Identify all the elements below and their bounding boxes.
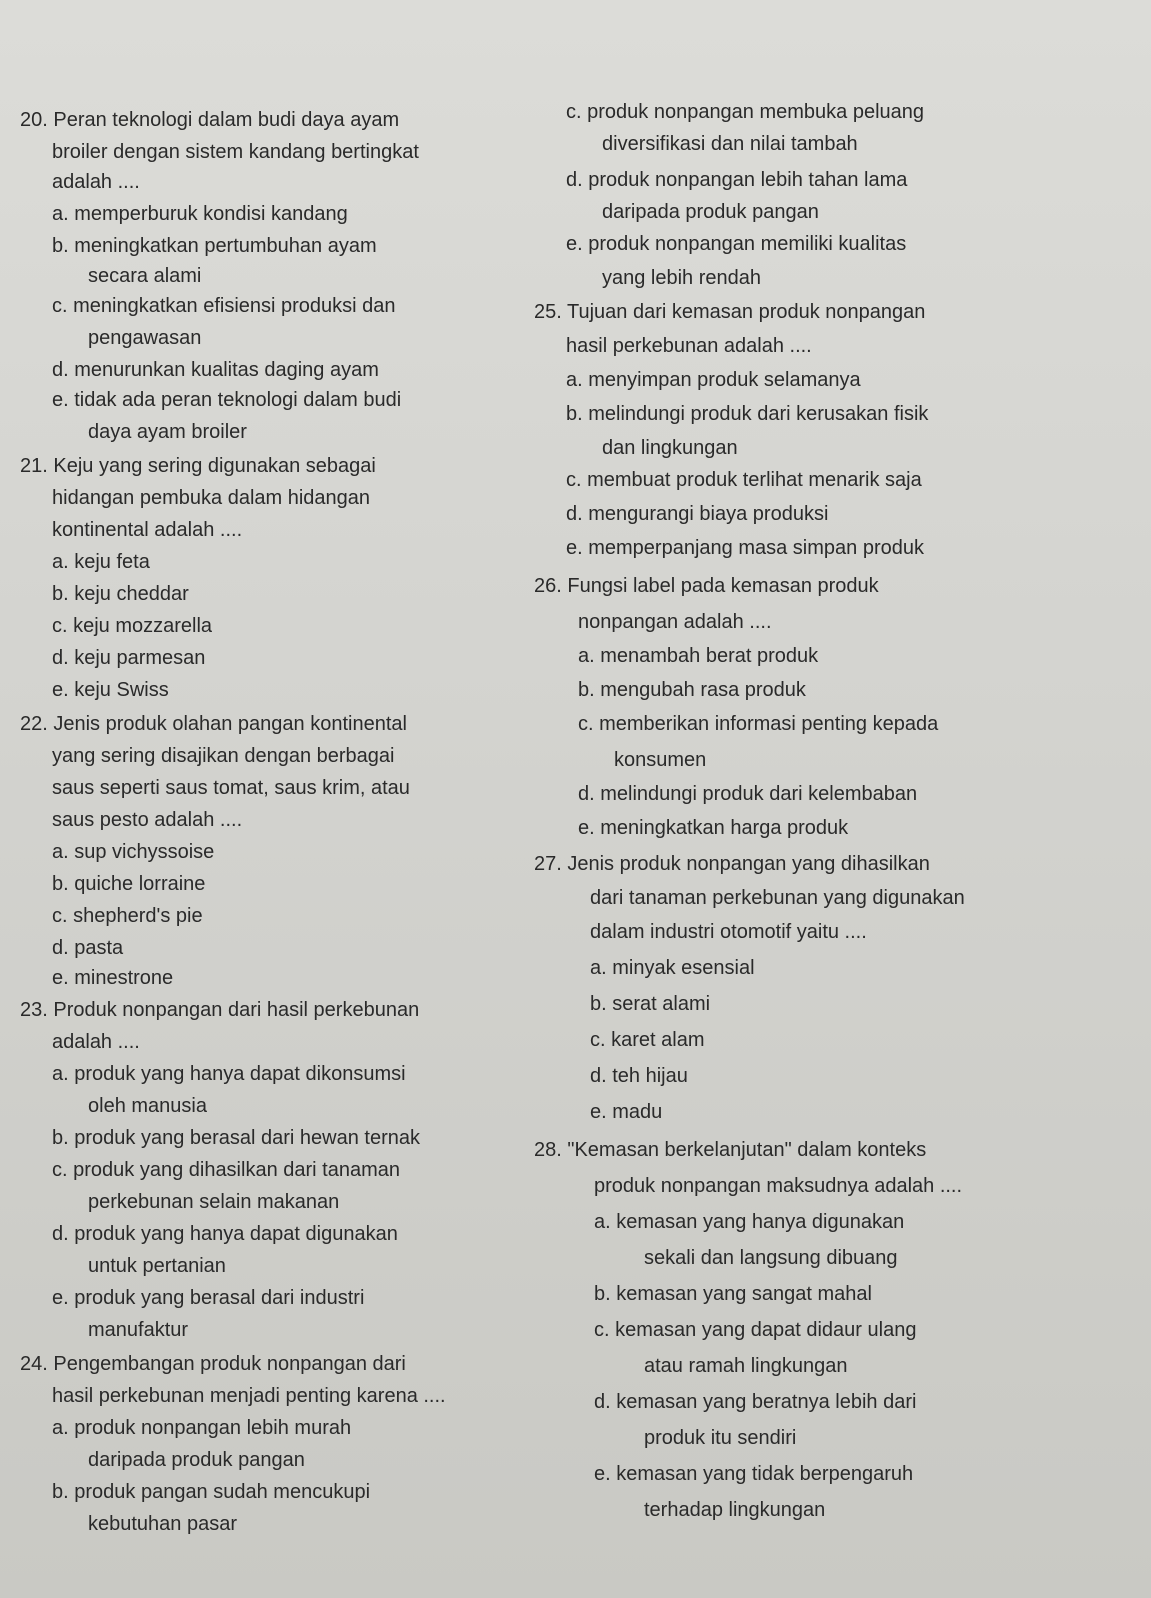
question-line: e. madu: [590, 1101, 663, 1123]
question-line: saus pesto adalah ....: [52, 809, 243, 831]
question-line: daya ayam broiler: [88, 421, 247, 443]
question-line: e. memperpanjang masa simpan produk: [566, 537, 924, 559]
question-line: adalah ....: [52, 1031, 140, 1053]
question-line: c. karet alam: [590, 1029, 705, 1051]
question-line: terhadap lingkungan: [644, 1499, 826, 1521]
question-line: e. produk yang berasal dari industri: [52, 1287, 365, 1309]
question-line: e. produk nonpangan memiliki kualitas: [566, 233, 907, 255]
question-line: d. produk yang hanya dapat digunakan: [52, 1223, 398, 1245]
question-line: produk nonpangan maksudnya adalah ....: [594, 1175, 963, 1197]
question-line: a. sup vichyssoise: [52, 841, 215, 863]
question-line: diversifikasi dan nilai tambah: [602, 133, 858, 155]
question-line: 20. Peran teknologi dalam budi daya ayam: [20, 109, 400, 131]
question-line: a. minyak esensial: [590, 957, 755, 979]
question-line: d. keju parmesan: [52, 647, 206, 669]
question-line: manufaktur: [88, 1319, 189, 1341]
question-line: b. melindungi produk dari kerusakan fisik: [566, 403, 929, 425]
question-line: adalah ....: [52, 171, 140, 193]
question-line: a. menambah berat produk: [578, 645, 819, 667]
question-line: sekali dan langsung dibuang: [644, 1247, 898, 1269]
question-line: konsumen: [614, 749, 707, 771]
question-line: d. menurunkan kualitas daging ayam: [52, 359, 379, 381]
question-line: b. serat alami: [590, 993, 711, 1015]
question-line: e. meningkatkan harga produk: [578, 817, 849, 839]
question-line: e. tidak ada peran teknologi dalam budi: [52, 389, 402, 411]
question-line: secara alami: [88, 265, 202, 287]
question-line: kebutuhan pasar: [88, 1513, 238, 1535]
question-line: c. kemasan yang dapat didaur ulang: [594, 1319, 917, 1341]
question-line: d. kemasan yang beratnya lebih dari: [594, 1391, 917, 1413]
question-line: a. produk nonpangan lebih murah: [52, 1417, 352, 1439]
question-line: b. keju cheddar: [52, 583, 189, 605]
question-line: yang lebih rendah: [602, 267, 762, 289]
question-line: dan lingkungan: [602, 437, 738, 459]
question-line: a. menyimpan produk selamanya: [566, 369, 861, 391]
question-line: atau ramah lingkungan: [644, 1355, 848, 1377]
question-line: a. kemasan yang hanya digunakan: [594, 1211, 905, 1233]
question-line: d. teh hijau: [590, 1065, 688, 1087]
question-line: a. produk yang hanya dapat dikonsumsi: [52, 1063, 406, 1085]
question-line: b. mengubah rasa produk: [578, 679, 806, 701]
question-line: e. kemasan yang tidak berpengaruh: [594, 1463, 914, 1485]
question-line: b. meningkatkan pertumbuhan ayam: [52, 235, 377, 257]
question-line: saus seperti saus tomat, saus krim, atau: [52, 777, 410, 799]
question-line: b. produk pangan sudah mencukupi: [52, 1481, 371, 1503]
question-line: c. produk yang dihasilkan dari tanaman: [52, 1159, 400, 1181]
question-line: d. produk nonpangan lebih tahan lama: [566, 169, 908, 191]
question-line: d. pasta: [52, 937, 124, 959]
question-line: 28. "Kemasan berkelanjutan" dalam konteks: [534, 1139, 927, 1161]
question-line: b. produk yang berasal dari hewan ternak: [52, 1127, 421, 1149]
question-line: c. keju mozzarella: [52, 615, 213, 637]
question-line: pengawasan: [88, 327, 202, 349]
question-line: e. keju Swiss: [52, 679, 169, 701]
question-line: daripada produk pangan: [602, 201, 819, 223]
question-line: perkebunan selain makanan: [88, 1191, 340, 1213]
question-line: c. memberikan informasi penting kepada: [578, 713, 939, 735]
question-line: c. meningkatkan efisiensi produksi dan: [52, 295, 396, 317]
question-line: produk itu sendiri: [644, 1427, 797, 1449]
question-line: daripada produk pangan: [88, 1449, 305, 1471]
question-line: c. membuat produk terlihat menarik saja: [566, 469, 922, 491]
question-line: 24. Pengembangan produk nonpangan dari: [20, 1353, 406, 1375]
question-line: broiler dengan sistem kandang bertingkat: [52, 141, 419, 163]
question-line: hasil perkebunan menjadi penting karena ....: [52, 1385, 446, 1407]
question-line: e. minestrone: [52, 967, 174, 989]
question-line: 23. Produk nonpangan dari hasil perkebunan: [20, 999, 420, 1021]
question-line: 27. Jenis produk nonpangan yang dihasilkan: [534, 853, 930, 875]
question-line: a. memperburuk kondisi kandang: [52, 203, 348, 225]
question-line: untuk pertanian: [88, 1255, 226, 1277]
question-line: c. shepherd's pie: [52, 905, 203, 927]
question-line: 22. Jenis produk olahan pangan kontinental: [20, 713, 407, 735]
question-line: d. mengurangi biaya produksi: [566, 503, 829, 525]
question-line: nonpangan adalah ....: [578, 611, 772, 633]
question-line: oleh manusia: [88, 1095, 207, 1117]
question-line: b. kemasan yang sangat mahal: [594, 1283, 872, 1305]
question-line: dalam industri otomotif yaitu ....: [590, 921, 867, 943]
question-line: d. melindungi produk dari kelembaban: [578, 783, 918, 805]
question-line: c. produk nonpangan membuka peluang: [566, 101, 925, 123]
question-line: hidangan pembuka dalam hidangan: [52, 487, 371, 509]
question-line: hasil perkebunan adalah ....: [566, 335, 812, 357]
question-line: 26. Fungsi label pada kemasan produk: [534, 575, 879, 597]
question-line: a. keju feta: [52, 551, 150, 573]
question-line: b. quiche lorraine: [52, 873, 206, 895]
question-line: dari tanaman perkebunan yang digunakan: [590, 887, 965, 909]
question-line: 21. Keju yang sering digunakan sebagai: [20, 455, 376, 477]
question-line: 25. Tujuan dari kemasan produk nonpangan: [534, 301, 926, 323]
question-line: kontinental adalah ....: [52, 519, 243, 541]
question-line: yang sering disajikan dengan berbagai: [52, 745, 395, 767]
